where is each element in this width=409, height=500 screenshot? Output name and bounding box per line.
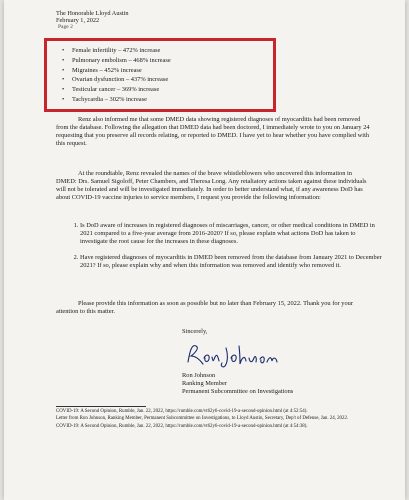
list-item: • Female infertility – 472% increase	[72, 46, 171, 56]
footnote-divider	[56, 406, 146, 407]
information-requests	[66, 222, 382, 278]
signer-committee: Permanent Subcommittee on Investigations	[182, 388, 294, 396]
list-item: • Pulmonary embolism – 468% increase	[72, 56, 171, 66]
request-item: 1. Is DoD aware of increases in registered diagnoses of miscarriages, cancer, or other medical conditions in DMED in 2021 compared to a five-year average from 2016-2020? If so, please explain what actions DoD has taken to investigate the root cause for the increases in these diagnoses.	[80, 222, 382, 246]
signature-image	[182, 340, 282, 370]
paragraph-myocarditis: Renz also informed me that some DMED data showing registered diagnoses of myocarditis had been removed from the database. Following the allegation that DMED data had been doctored, I immediately wrote to you on January 24 requesting that you preserve all records relating, or reported to DMED. I have yet to hear whether you have complied with this request.	[56, 116, 370, 148]
paragraph-deadline: Please provide this information as soon as possible but no later than February 15, 2022. Thank you for your attention to this matter.	[56, 300, 353, 316]
list-item: • Ovarian dysfunction – 437% increase	[72, 75, 171, 85]
signer-name: Ron Johnson	[182, 372, 216, 379]
letter-page	[4, 0, 405, 500]
paragraph-whistleblowers: At the roundtable, Renz revealed the names of the brave whistleblowers who uncovered this information in DMED: Drs. Samuel Sigoloff, Peter Chambers, and Theresa Long. Any retaliatory actions taken against these individuals will not be tolerated and will be investigated immediately. In order to better understand what, if any awareness DoD has about COVID-19 vaccine injuries to service members, I request you provide the following information:	[56, 170, 367, 202]
request-item: 2. Have registered diagnoses of myocarditis in DMED been removed from the database from January 2021 to December 2021? If so, please explain why and when this information was removed and identify who removed it.	[80, 254, 382, 270]
list-item: • Tachycardia – 302% increase	[72, 95, 171, 105]
date-line: February 1, 2022	[56, 17, 100, 25]
closing: Sincerely,	[182, 328, 208, 335]
footnote: Letter from Ron Johnson, Ranking Member, Permanent Subcommittee on Investigations, to Lloyd Austin, Secretary, Dep't of Defense, Jan. 24, 2022.	[56, 416, 349, 422]
letter-header	[56, 10, 129, 24]
signer-title: Ranking Member	[182, 380, 227, 388]
footnote: COVID-19: A Second Opinion, Rumble, Jan. 22, 2022, https://rumble.com/vt62y6-covid-19-a-second-opinion.html (at 4:54:38).	[56, 423, 308, 429]
list-item: • Migraines – 452% increase	[72, 66, 171, 76]
footnote: COVID-19: A Second Opinion, Rumble, Jan. 22, 2022, https://rumble.com/vt62y6-covid-19-a-second-opinion.html (at 4:52:54).	[56, 409, 308, 414]
signature-block	[182, 372, 293, 397]
diagnosis-increase-list	[72, 46, 171, 105]
recipient-line: The Honorable Lloyd Austin	[56, 10, 129, 17]
list-item: • Testicular cancer – 369% increase	[72, 85, 171, 95]
footnotes	[56, 409, 374, 431]
page-label: Page 2	[58, 24, 73, 30]
